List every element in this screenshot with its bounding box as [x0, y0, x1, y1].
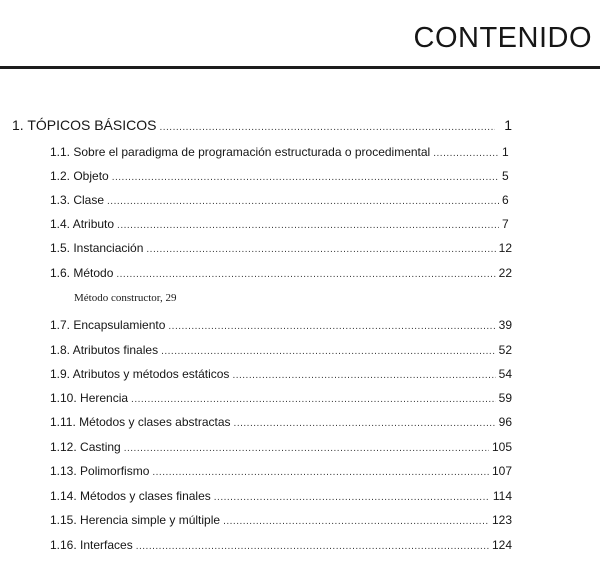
toc-leader-dots: [168, 321, 495, 332]
toc-entry-page: 105: [491, 440, 512, 454]
toc-leader-dots: [136, 541, 489, 552]
toc-entry: [50, 440, 512, 454]
toc-entry-page: 59: [498, 391, 512, 405]
toc-entry-label: 1.15. Herencia simple y múltiple: [50, 513, 221, 527]
toc-entry-page: 52: [498, 343, 512, 357]
toc-entry: [50, 343, 512, 357]
toc-entry: [50, 145, 512, 159]
toc-entry-label: 1.4. Atributo: [50, 217, 115, 231]
toc-leader-dots: [107, 196, 499, 207]
toc-subnote: Método constructor, 29: [74, 292, 177, 304]
toc-entry-label: 1.12. Casting: [50, 440, 121, 454]
toc-entry-page: 124: [491, 538, 512, 552]
toc-leader-dots: [214, 492, 490, 503]
toc-leader-dots: [146, 244, 495, 255]
toc-entry-page: 6: [502, 193, 509, 207]
toc-entry: [50, 538, 512, 552]
toc-leader-dots: [232, 370, 495, 381]
toc-entry: [50, 217, 512, 231]
toc-leader-dots: [116, 269, 495, 280]
toc-entry: [50, 241, 512, 255]
toc-entry-label: 1.9. Atributos y métodos estáticos: [50, 367, 230, 381]
toc-entry-label: 1.14. Métodos y clases finales: [50, 489, 211, 503]
toc-leader-dots: [433, 148, 499, 159]
toc-entry-label: 1.6. Método: [50, 266, 114, 280]
toc-entry-page: 5: [502, 169, 509, 183]
toc-leader-dots: [112, 172, 499, 183]
toc-entry-label: 1.8. Atributos finales: [50, 343, 159, 357]
toc-chapter: [12, 117, 512, 133]
toc-entry-label: 1.7. Encapsulamiento: [50, 318, 166, 332]
toc-entry-page: 1: [502, 145, 509, 159]
toc-entry-label: 1.3. Clase: [50, 193, 105, 207]
toc-entry-page: 123: [491, 513, 512, 527]
toc-entry: [50, 415, 512, 429]
toc-leader-dots: [159, 122, 495, 133]
toc-entry: [50, 391, 512, 405]
toc-leader-dots: [117, 220, 499, 231]
toc-entry: [50, 464, 512, 478]
toc-entry-label: 1.1. Sobre el paradigma de programación estructurada o procedimental: [50, 145, 431, 159]
toc-entry-page: 22: [498, 266, 512, 280]
toc-chapter-label: 1. TÓPICOS BÁSICOS: [12, 117, 157, 133]
toc-entry: [50, 193, 512, 207]
toc-entry-page: 96: [498, 415, 512, 429]
toc-entry: [50, 513, 512, 527]
toc-entry-page: 107: [491, 464, 512, 478]
toc-entry-page: 7: [502, 217, 509, 231]
toc-entry-page: 114: [492, 489, 512, 503]
page-title: CONTENIDO: [413, 22, 592, 54]
toc-entry-label: 1.13. Polimorfismo: [50, 464, 150, 478]
toc-chapter-page: 1: [504, 117, 512, 133]
toc-entry-page: 39: [498, 318, 512, 332]
toc-entry-page: 54: [498, 367, 512, 381]
toc-entry: [50, 489, 512, 503]
toc-leader-dots: [161, 346, 496, 357]
toc-leader-dots: [131, 394, 496, 405]
toc-entry-label: 1.16. Interfaces: [50, 538, 133, 552]
toc-entry-label: 1.10. Herencia: [50, 391, 129, 405]
toc-leader-dots: [223, 516, 489, 527]
toc-entry: [50, 169, 512, 183]
toc-entry-label: 1.11. Métodos y clases abstractas: [50, 415, 231, 429]
toc-leader-dots: [234, 418, 496, 429]
toc-entry-label: 1.5. Instanciación: [50, 241, 144, 255]
toc-entry-label: 1.2. Objeto: [50, 169, 109, 183]
toc-entry: [50, 318, 512, 332]
header-rule: [0, 66, 600, 69]
toc-entry-page: 12: [498, 241, 512, 255]
toc-leader-dots: [124, 443, 489, 454]
toc-leader-dots: [152, 467, 489, 478]
toc-entry: [50, 367, 512, 381]
toc-entry: [50, 266, 512, 280]
